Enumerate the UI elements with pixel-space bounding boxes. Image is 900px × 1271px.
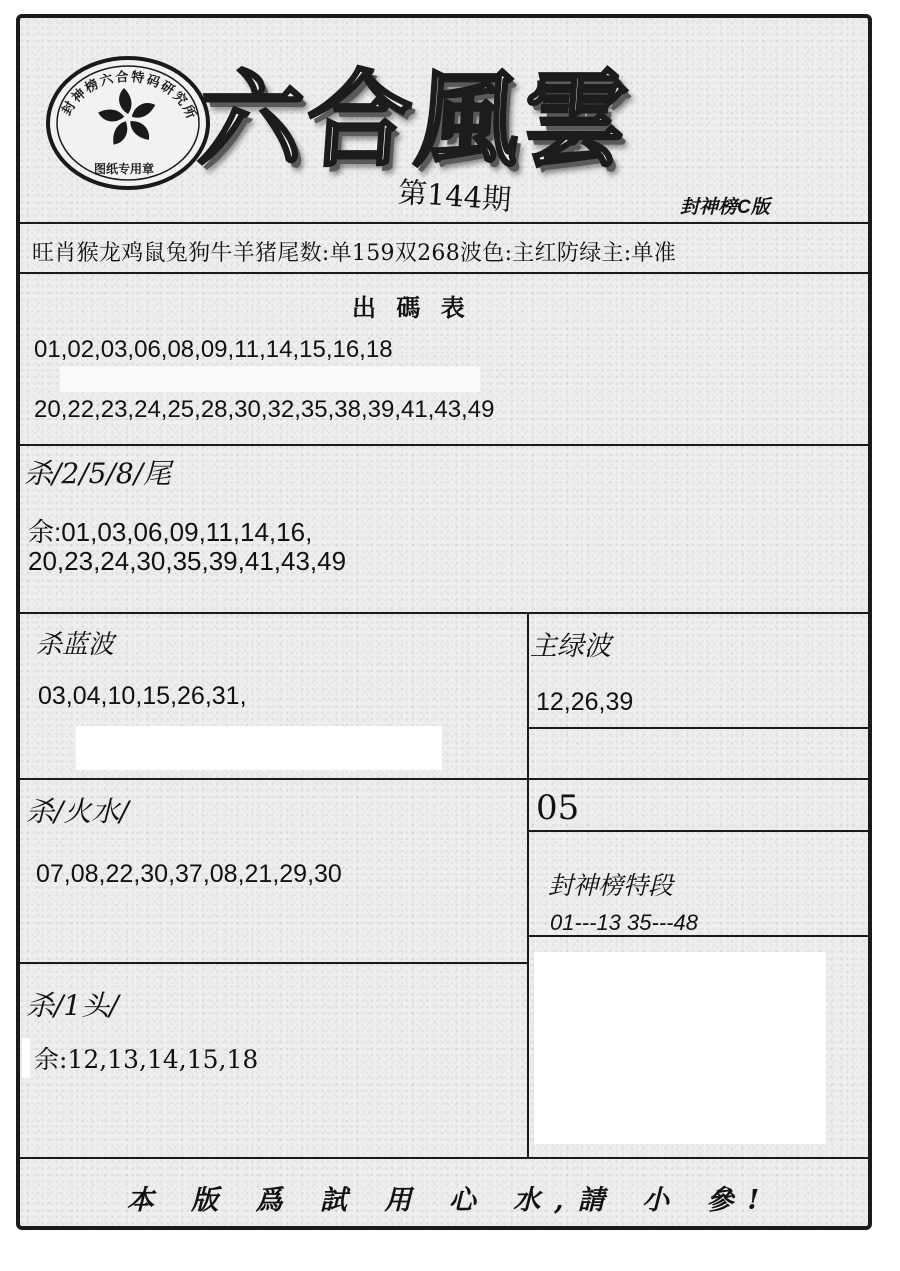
stamp-bottom-text: 图纸专用章 [94,162,155,176]
kill-tail-title: 杀/2/5/8/尾 [24,457,172,490]
chuma-line-1: 01,02,03,06,08,09,11,14,15,16,18 [34,336,393,363]
stamp-arc [58,62,198,122]
divider [20,778,528,780]
divider [528,727,868,729]
divider [20,612,868,614]
divider [20,444,868,446]
kill-fire-water-numbers: 07,08,22,30,37,08,21,29,30 [36,860,342,888]
chuma-title: 出 碼 表 [352,293,471,322]
chuma-line-2: 20,22,23,24,25,28,30,32,35,38,39,41,43,49 [34,396,495,423]
kill-head-numbers: 余:12,13,14,15,18 [34,1045,259,1074]
column-divider [527,612,529,1158]
main-green-title: 主绿波 [530,631,611,662]
divider [528,778,868,780]
kill-blue-title: 杀蓝波 [36,630,115,660]
kill-head-title: 杀/1头/ [26,989,119,1022]
divider [20,1157,868,1159]
kill-tail-line-2: 20,23,24,30,35,39,41,43,49 [28,546,347,576]
divider [20,222,868,224]
edition-label: 封神榜C版 [680,197,770,218]
single-number: 05 [536,788,580,828]
main-green-numbers: 12,26,39 [536,688,634,716]
footer-notice: 本 版 爲 試 用 心 水,請 小 參! [126,1185,774,1216]
blank-patch [76,726,442,770]
divider [528,830,868,832]
blank-patch [22,1038,30,1078]
kill-blue-numbers: 03,04,10,15,26,31, [38,682,247,710]
kill-fire-water-title: 杀/火水/ [26,795,129,828]
zodiac-line: 旺肖猴龙鸡鼠兔狗牛羊猪尾数:单159双268波色:主红防绿主:单准 [32,241,677,266]
kill-tail-line-1: 余:01,03,06,09,11,14,16, [28,517,313,547]
blank-patch [534,952,826,1144]
divider [20,962,528,964]
divider [20,272,868,274]
page-title: 六合風雲 [195,58,636,181]
issue-number: 第144期 [396,175,513,217]
svg-text:封神榜六合特码研究所: 封神榜六合特码研究所 [59,69,198,122]
special-segment-title: 封神榜特段 [548,871,674,900]
divider [528,935,868,937]
stamp-arc-text [58,62,198,122]
blank-patch [60,366,480,392]
special-segment-range: 01---13 35---48 [550,910,698,935]
